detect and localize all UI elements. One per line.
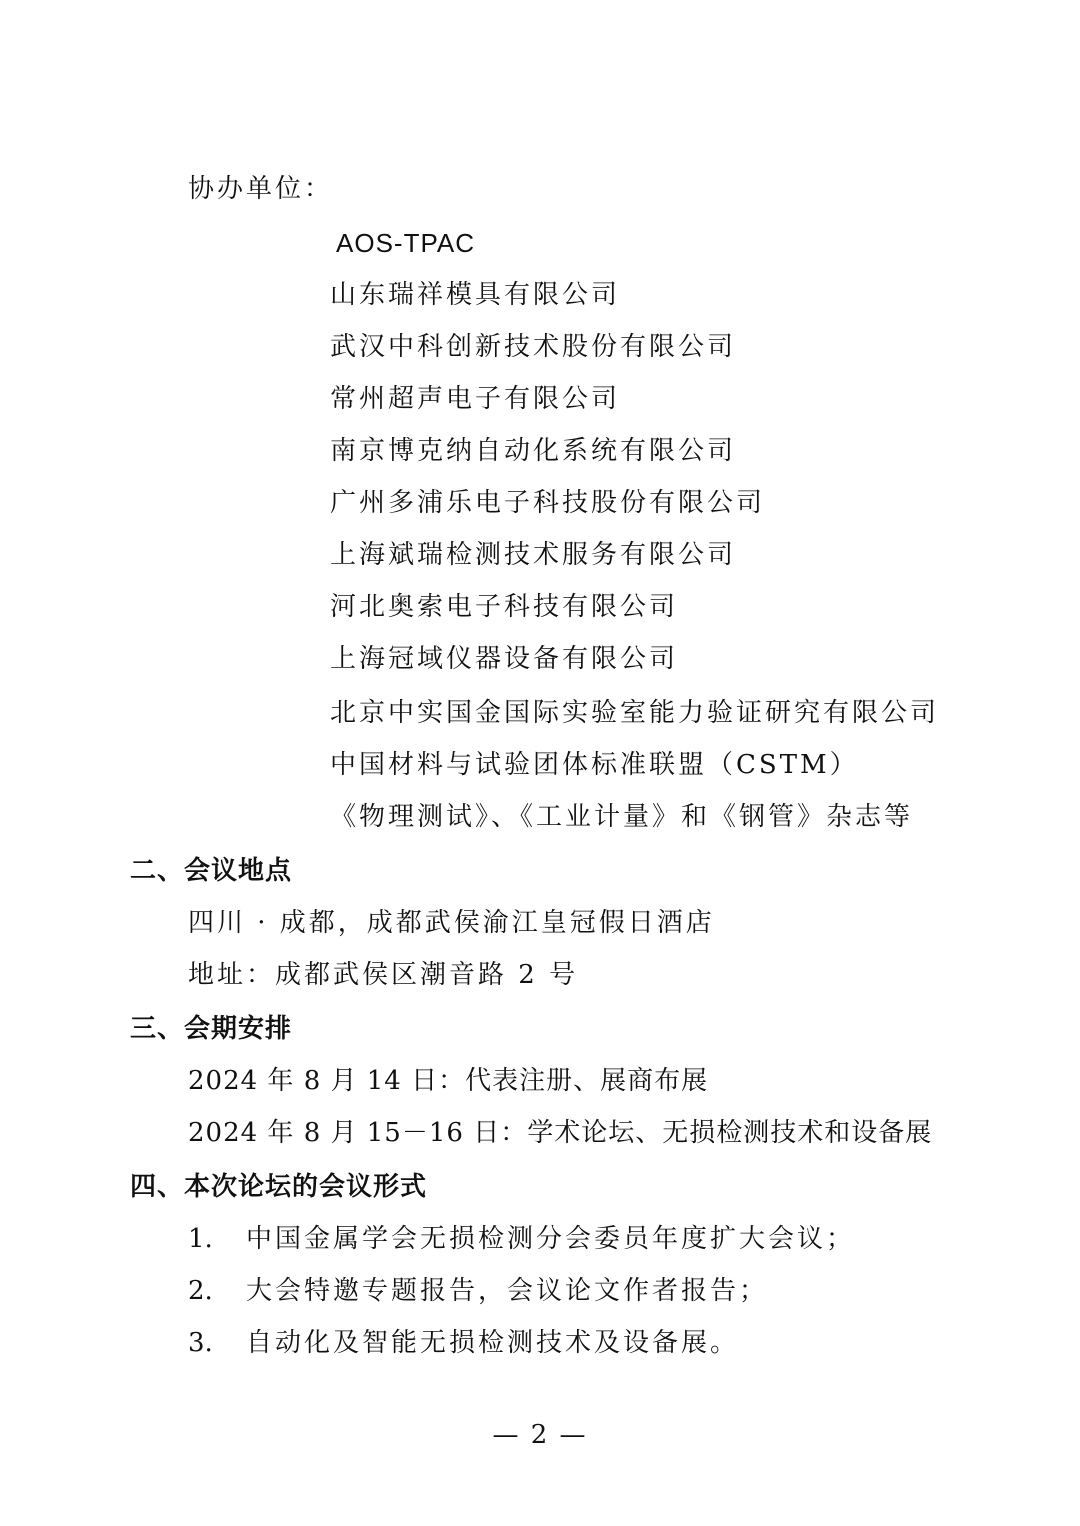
co-organizer-item: 上海斌瑞检测技术服务有限公司 [330, 540, 737, 570]
format-item [188, 1326, 739, 1360]
format-item [188, 1222, 855, 1256]
format-item-text: 大会特邀专题报告，会议论文作者报告； [246, 1276, 769, 1306]
schedule-heading: 三、会期安排 [130, 1014, 293, 1044]
co-organizer-item: 中国材料与试验团体标准联盟（CSTM） [330, 750, 859, 780]
schedule-item: 2024 年 8 月 15－16 日：学术论坛、无损检测技术和设备展 [188, 1118, 933, 1148]
format-heading: 四、本次论坛的会议形式 [130, 1172, 428, 1202]
co-organizer-item: 南京博克纳自动化系统有限公司 [330, 436, 737, 466]
format-item-number: 3. [188, 1328, 213, 1358]
format-item-number: 1. [188, 1224, 213, 1254]
co-organizer-item: 北京中实国金国际实验室能力验证研究有限公司 [330, 698, 940, 728]
venue-address: 地址：成都武侯区潮音路 2 号 [188, 960, 579, 990]
venue-location: 四川 · 成都，成都武侯渝江皇冠假日酒店 [188, 908, 715, 938]
co-organizer-item: 上海冠域仪器设备有限公司 [330, 644, 679, 674]
co-organizer-item: 《物理测试》、《工业计量》和《钢管》杂志等 [330, 802, 914, 832]
co-organizer-item: 河北奥索电子科技有限公司 [330, 592, 679, 622]
co-organizer-item: 常州超声电子有限公司 [330, 384, 621, 414]
venue-heading: 二、会议地点 [130, 856, 293, 886]
co-organizer-item: 广州多浦乐电子科技股份有限公司 [330, 488, 766, 518]
co-organizers-label: 协办单位： [188, 174, 334, 204]
co-organizer-item: AOS-TPAC [336, 228, 475, 258]
co-organizer-item: 武汉中科创新技术股份有限公司 [330, 332, 737, 362]
schedule-item: 2024 年 8 月 14 日：代表注册、展商布展 [188, 1066, 709, 1096]
format-item-text: 中国金属学会无损检测分会委员年度扩大会议； [246, 1224, 856, 1254]
format-item [188, 1274, 768, 1308]
format-item-text: 自动化及智能无损检测技术及设备展。 [246, 1328, 740, 1358]
page-number: — 2 — [492, 1420, 588, 1450]
co-organizer-item: 山东瑞祥模具有限公司 [330, 280, 621, 310]
format-item-number: 2. [188, 1276, 213, 1306]
